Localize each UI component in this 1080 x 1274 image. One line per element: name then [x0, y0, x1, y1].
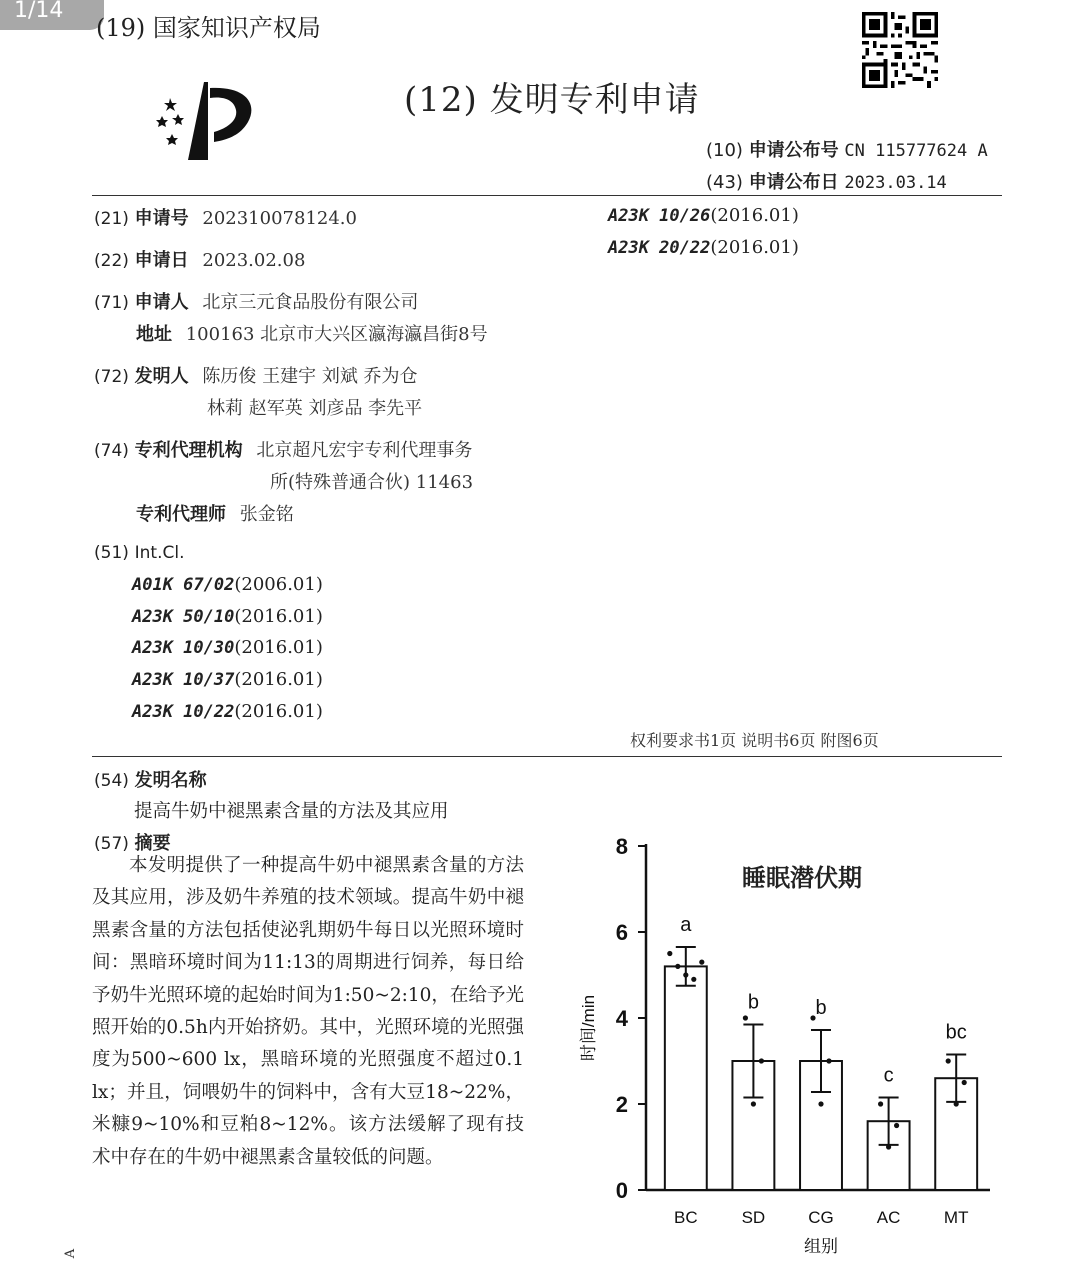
field-code: (72): [94, 367, 129, 387]
ipc-class: A23K 20/22: [608, 238, 711, 258]
patent-office: (19) 国家知识产权局: [96, 14, 321, 42]
agent-row: [136, 500, 294, 526]
ipc-entry: [608, 205, 799, 226]
agent-name: 张金铭: [239, 504, 294, 525]
bar-BC: [665, 966, 707, 1190]
data-point-SD: [759, 1058, 764, 1063]
header-divider: [92, 195, 1002, 196]
applicant-address: 100163 北京市大兴区瀛海瀛昌街8号: [185, 324, 488, 345]
y-tick-label: 4: [615, 1006, 628, 1031]
abstract-text: 本发明提供了一种提高牛奶中褪黑素含量的方法及其应用，涉及奶牛养殖的技术领域。提高牛奶中褪黑素含量的方法包括使泌乳期奶牛每日以光照环境时间：黑暗环境时间为11:13的周期进行饲养，每日给予奶牛光照环境的起始时间为1:50~2:10，在给予光照开始的0.5h内开始挤奶。其中，光照环境的光照强度为500~600 lx，黑暗环境的光照强度不超过0.1 lx；并且，饲喂奶牛的饲料中，含有大豆18~22%，米糠9~10%和豆粕8~12%。该方法缓解了现有技术中存在的牛奶中褪黑素含量较低的问题。: [92, 855, 524, 1168]
ipc-version: (2006.01): [234, 574, 323, 595]
invention-title: 提高牛奶中褪黑素含量的方法及其应用: [134, 801, 449, 822]
data-point-SD: [751, 1101, 756, 1106]
page-counts: 权利要求书1页 说明书6页 附图6页: [630, 731, 879, 750]
field-code: (74): [94, 441, 129, 461]
data-point-CG: [818, 1101, 823, 1106]
data-point-BC: [675, 964, 680, 969]
ipc-entry: [132, 637, 323, 658]
field-label: 专利代理师: [136, 504, 226, 525]
field-code: (22): [94, 251, 129, 271]
field-label: 地址: [136, 324, 172, 345]
ipc-entry: [132, 701, 323, 722]
ipc-class: A23K 50/10: [132, 607, 235, 627]
ipc-class: A01K 67/02: [132, 575, 235, 595]
field-code: (21): [94, 209, 129, 229]
data-point-MT: [962, 1080, 967, 1085]
ipc-header: [94, 542, 185, 563]
significance-letter-BC: a: [680, 914, 692, 937]
ipc-entry: [132, 574, 323, 595]
pub-no-value: CN 115777624 A: [844, 141, 988, 161]
publication-number-row: [706, 136, 988, 162]
data-point-MT: [946, 1058, 951, 1063]
agency-line-2-row: [270, 468, 473, 494]
data-point-MT: [954, 1101, 959, 1106]
ipc-class: A23K 10/22: [132, 702, 235, 722]
field-label: 申请日: [134, 250, 189, 271]
x-tick-label-MT: MT: [943, 1208, 969, 1227]
application-date-row: [94, 246, 305, 272]
agency-row: [94, 436, 472, 462]
ipc-version: (2016.01): [234, 701, 323, 722]
page-indicator: 1/14: [0, 0, 104, 30]
significance-letter-MT: bc: [945, 1021, 967, 1044]
data-point-AC: [894, 1123, 899, 1128]
field-code: (57): [94, 834, 129, 854]
y-tick-label: 6: [615, 920, 628, 945]
applicant-row: [94, 288, 418, 314]
agency-line-2: 所(特殊普通合伙) 11463: [270, 472, 474, 493]
data-point-CG: [826, 1058, 831, 1063]
ipc-class: A23K 10/30: [132, 638, 235, 658]
field-label: 发明名称: [134, 770, 207, 791]
data-point-BC: [667, 951, 672, 956]
field-label: 专利代理机构: [134, 440, 243, 461]
data-point-BC: [699, 960, 704, 965]
pub-no-label: 申请公布号: [748, 140, 839, 161]
inventors-line-2-row: [207, 394, 422, 420]
field-label: 申请人: [134, 292, 189, 313]
field-code: (51): [94, 543, 129, 563]
qr-code: [862, 12, 938, 88]
data-point-BC: [683, 972, 688, 977]
y-axis-label: 时间/min: [579, 994, 598, 1062]
data-point-BC: [691, 977, 696, 982]
significance-letter-CG: b: [815, 997, 827, 1020]
x-tick-label-AC: AC: [876, 1208, 901, 1227]
field-code: (71): [94, 293, 129, 313]
ipc-entry: [608, 237, 799, 258]
ipc-version: (2016.01): [234, 606, 323, 627]
ipc-version: (2016.01): [710, 205, 799, 226]
pub-date-value: 2023.03.14: [844, 173, 947, 193]
field-label: 申请号: [134, 208, 189, 229]
field-code: (54): [94, 771, 129, 791]
ipc-class: A23K 10/37: [132, 670, 235, 690]
ipc-entry: [132, 606, 323, 627]
cnipa-logo: [148, 76, 258, 166]
application-number: 202310078124.0: [202, 208, 357, 229]
x-tick-label-CG: CG: [808, 1208, 834, 1227]
title-header: [94, 766, 207, 792]
ipc-entry: [132, 669, 323, 690]
data-point-SD: [743, 1015, 748, 1020]
document-kind-side-mark: A: [63, 1248, 79, 1259]
inventors-line-2: 林莉 赵军英 刘彦品 李先平: [207, 398, 423, 419]
pub-date-label: 申请公布日: [748, 172, 839, 193]
data-point-AC: [886, 1144, 891, 1149]
publication-date-row: [706, 168, 947, 194]
significance-letter-AC: c: [883, 1064, 894, 1087]
x-axis-label: 组别: [804, 1237, 838, 1256]
field-label: 发明人: [134, 366, 189, 387]
x-tick-label-SD: SD: [741, 1208, 766, 1227]
ipc-version: (2016.01): [234, 669, 323, 690]
chart-title: 睡眠潜伏期: [742, 863, 862, 892]
y-tick-label: 8: [615, 834, 628, 859]
agency-line-1: 北京超凡宏宇专利代理事务: [256, 440, 473, 461]
applicant-name: 北京三元食品股份有限公司: [202, 292, 419, 313]
document-type: (12) 发明专利申请: [404, 80, 700, 120]
ipc-class: A23K 10/26: [608, 206, 711, 226]
section-divider: [92, 756, 1002, 757]
y-tick-label: 0: [615, 1178, 628, 1203]
pub-date-code: (43): [706, 172, 743, 193]
application-date: 2023.02.08: [202, 250, 306, 271]
pub-no-code: (10): [706, 140, 743, 161]
inventors-line-1: 陈历俊 王建宇 刘斌 乔为仓: [202, 366, 418, 387]
field-label: 摘要: [134, 833, 171, 854]
ipc-version: (2016.01): [234, 637, 323, 658]
application-number-row: [94, 204, 357, 230]
ipc-label: Int.Cl.: [134, 543, 185, 563]
x-tick-label-BC: BC: [673, 1208, 698, 1227]
address-row: [136, 320, 488, 346]
inventors-row: [94, 362, 418, 388]
significance-letter-SD: b: [747, 991, 759, 1014]
y-tick-label: 2: [615, 1092, 628, 1117]
ipc-version: (2016.01): [710, 237, 799, 258]
data-point-AC: [878, 1101, 883, 1106]
